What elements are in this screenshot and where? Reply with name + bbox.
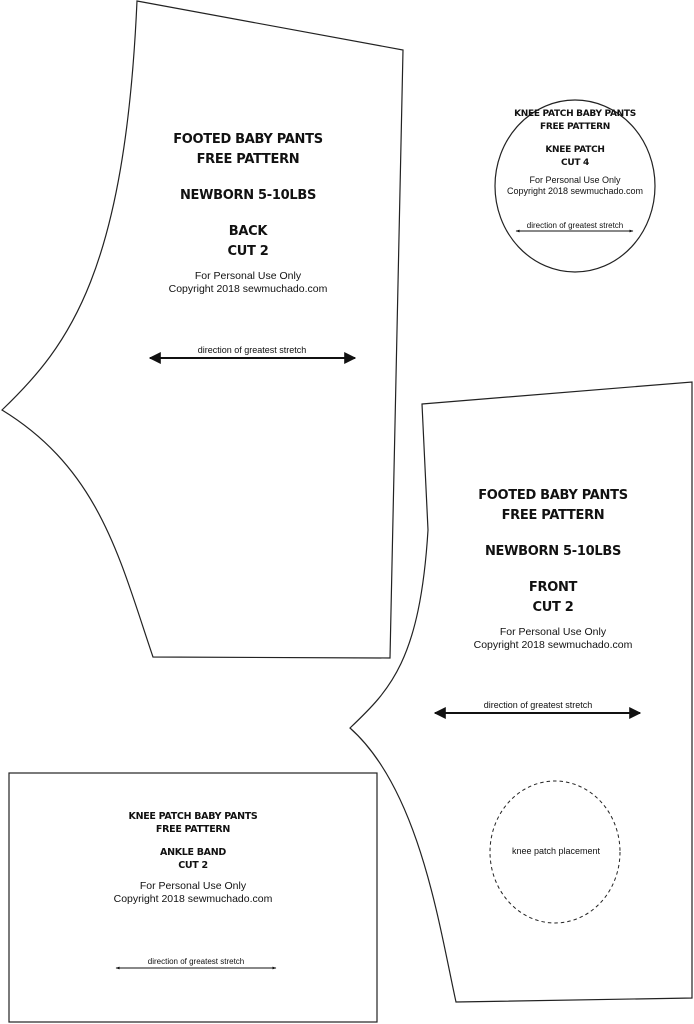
ankle-band-piece-name: ANKLE BAND: [160, 847, 226, 858]
back-title-line-1: FOOTED BABY PANTS: [173, 132, 323, 147]
back-piece-name: BACK: [228, 224, 268, 239]
knee-patch-title-line-2: FREE PATTERN: [539, 122, 611, 132]
back-title-line-2: FREE PATTERN: [196, 152, 300, 167]
knee-patch-usage-note: For Personal Use Only: [529, 175, 621, 185]
knee-patch-grain-label: direction of greatest stretch: [526, 221, 624, 230]
back-cut-count: CUT 2: [227, 244, 269, 259]
knee-patch-cut-count: CUT 4: [561, 158, 589, 168]
front-usage-note: For Personal Use Only: [499, 626, 607, 638]
front-piece-name: FRONT: [528, 580, 578, 595]
back-copyright: Copyright 2018 sewmuchado.com: [168, 283, 328, 295]
ankle-band-usage-note: For Personal Use Only: [139, 880, 247, 892]
front-grain-label: direction of greatest stretch: [483, 700, 593, 710]
ankle-band-grain-label: direction of greatest stretch: [147, 957, 245, 966]
front-title-line-1: FOOTED BABY PANTS: [478, 488, 628, 503]
front-title-line-2: FREE PATTERN: [501, 508, 605, 523]
ankle-band-labels: [114, 810, 273, 906]
knee-patch-copyright: Copyright 2018 sewmuchado.com: [506, 186, 644, 196]
back-size: NEWBORN 5-10LBS: [179, 188, 317, 203]
back-grain-label: direction of greatest stretch: [197, 345, 307, 355]
knee-patch-placement-label: knee patch placement: [511, 846, 601, 856]
ankle-band-copyright: Copyright 2018 sewmuchado.com: [113, 893, 273, 905]
front-size: NEWBORN 5-10LBS: [484, 544, 622, 559]
back-piece-outline: [2, 1, 403, 658]
front-copyright: Copyright 2018 sewmuchado.com: [473, 639, 633, 651]
knee-patch-piece-name: KNEE PATCH: [545, 145, 605, 155]
knee-patch-labels: [507, 108, 643, 197]
front-cut-count: CUT 2: [532, 600, 574, 615]
ankle-band-cut-count: CUT 2: [178, 860, 208, 871]
knee-patch-title-line-1: KNEE PATCH BABY PANTS: [514, 109, 636, 119]
front-piece-labels: [474, 486, 633, 652]
front-piece-outline: [350, 382, 692, 1002]
back-piece-labels: [169, 130, 328, 296]
ankle-band-title-line-2: FREE PATTERN: [155, 824, 231, 835]
ankle-band-title-line-1: KNEE PATCH BABY PANTS: [128, 811, 258, 822]
back-usage-note: For Personal Use Only: [194, 270, 302, 282]
